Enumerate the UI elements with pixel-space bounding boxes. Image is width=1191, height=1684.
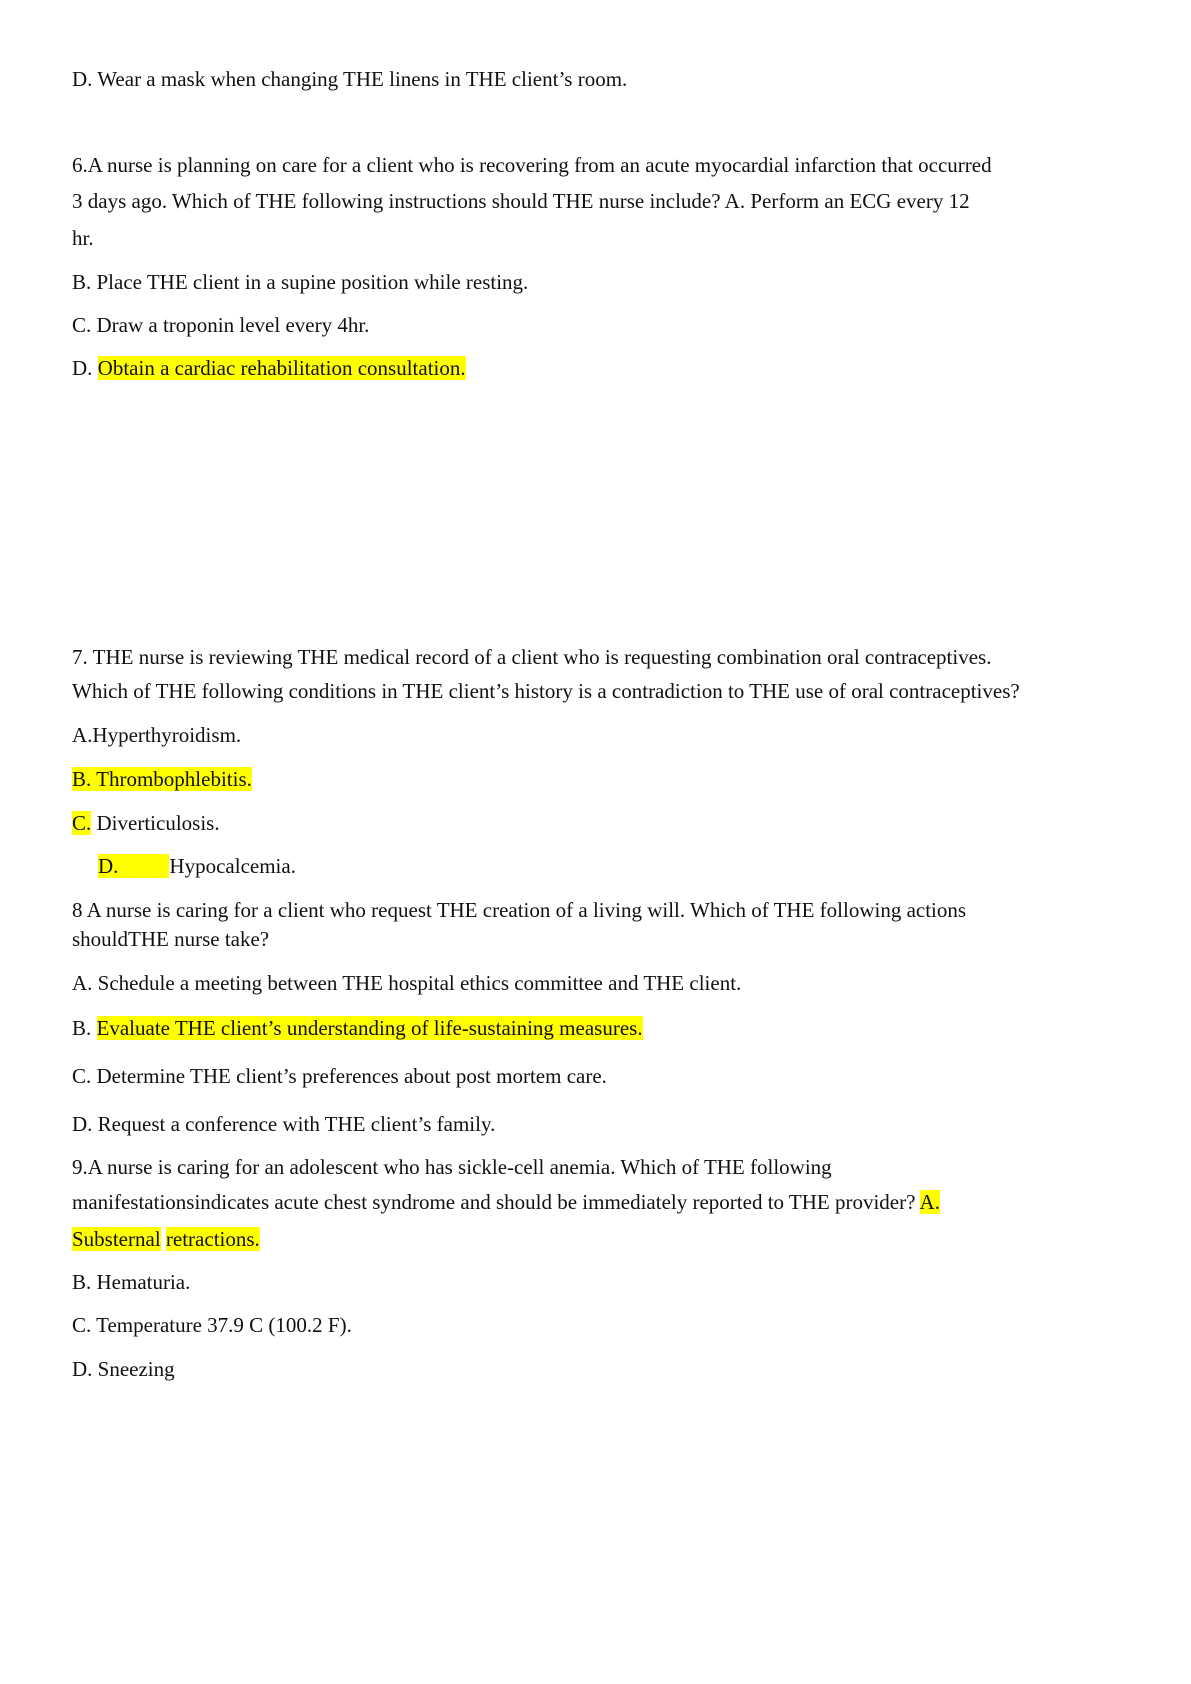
q7-option-d	[98, 853, 296, 879]
q7-option-b	[72, 766, 252, 792]
q9-answer-word-1-highlight: Substernal	[72, 1227, 161, 1251]
q8-option-a: A. Schedule a meeting between THE hospital ethics committee and THE client.	[72, 971, 742, 995]
q6-option-d-letter: D.	[72, 356, 98, 380]
q8-stem-line-2: shouldTHE nurse take?	[72, 927, 270, 951]
q9-stem-line-2-text: manifestationsindicates acute chest syndrome and should be immediately reported to THE provider?	[72, 1190, 920, 1214]
q6-stem-line-3: hr.	[72, 226, 94, 250]
q7-stem-line-1: 7. THE nurse is reviewing THE medical record of a client who is requesting combination oral contraceptives.	[72, 645, 992, 669]
q8-option-c: C. Determine THE client’s preferences about post mortem care.	[72, 1064, 607, 1088]
q8-option-d: D. Request a conference with THE client’s family.	[72, 1112, 496, 1136]
q8-option-b	[72, 1015, 643, 1041]
q7-option-d-letter: D.	[98, 854, 119, 878]
q8-stem-line-1: 8 A nurse is caring for a client who request THE creation of a living will. Which of THE following actions	[72, 898, 967, 922]
q7-option-c	[72, 810, 220, 836]
q9-answer-word-2-highlight: retractions.	[165, 1227, 260, 1251]
q8-option-b-letter: B.	[72, 1016, 97, 1040]
q6-option-d	[72, 355, 466, 381]
q9-stem-line-1: 9.A nurse is caring for an adolescent who has sickle-cell anemia. Which of THE following	[72, 1155, 832, 1179]
q9-answer-letter-highlight: A.	[919, 1190, 940, 1214]
q7-option-d-letter-highlight	[98, 854, 169, 878]
q9-option-d: D. Sneezing	[72, 1357, 175, 1381]
q6-stem-line-2: 3 days ago. Which of THE following instructions should THE nurse include? A. Perform an ECG every 12	[72, 189, 970, 213]
q7-stem-line-2: Which of THE following conditions in THE client’s history is a contradiction to THE use of oral contraceptives?	[72, 679, 1020, 703]
q7-option-d-text: Hypocalcemia.	[169, 854, 296, 878]
q6-answer-highlight: Obtain a cardiac rehabilitation consultation.	[97, 356, 466, 380]
q7-option-c-text: Diverticulosis.	[91, 811, 220, 835]
q6-option-b: B. Place THE client in a supine position while resting.	[72, 270, 529, 294]
q7-option-a: A.Hyperthyroidism.	[72, 723, 242, 747]
q9-option-c: C. Temperature 37.9 C (100.2 F).	[72, 1313, 352, 1337]
q7-option-c-letter-highlight: C.	[72, 811, 92, 835]
q8-answer-highlight: Evaluate THE client’s understanding of life-sustaining measures.	[96, 1016, 643, 1040]
q9-option-b: B. Hematuria.	[72, 1270, 191, 1294]
q9-stem-line-3	[72, 1226, 260, 1252]
q7-answer-highlight: B. Thrombophlebitis.	[72, 767, 252, 791]
q6-stem-line-1: 6.A nurse is planning on care for a client who is recovering from an acute myocardial infarction that occurred	[72, 153, 992, 177]
q6-option-c: C. Draw a troponin level every 4hr.	[72, 313, 370, 337]
q9-stem-line-2	[72, 1189, 940, 1215]
q5-option-d: D. Wear a mask when changing THE linens in THE client’s room.	[72, 67, 628, 91]
